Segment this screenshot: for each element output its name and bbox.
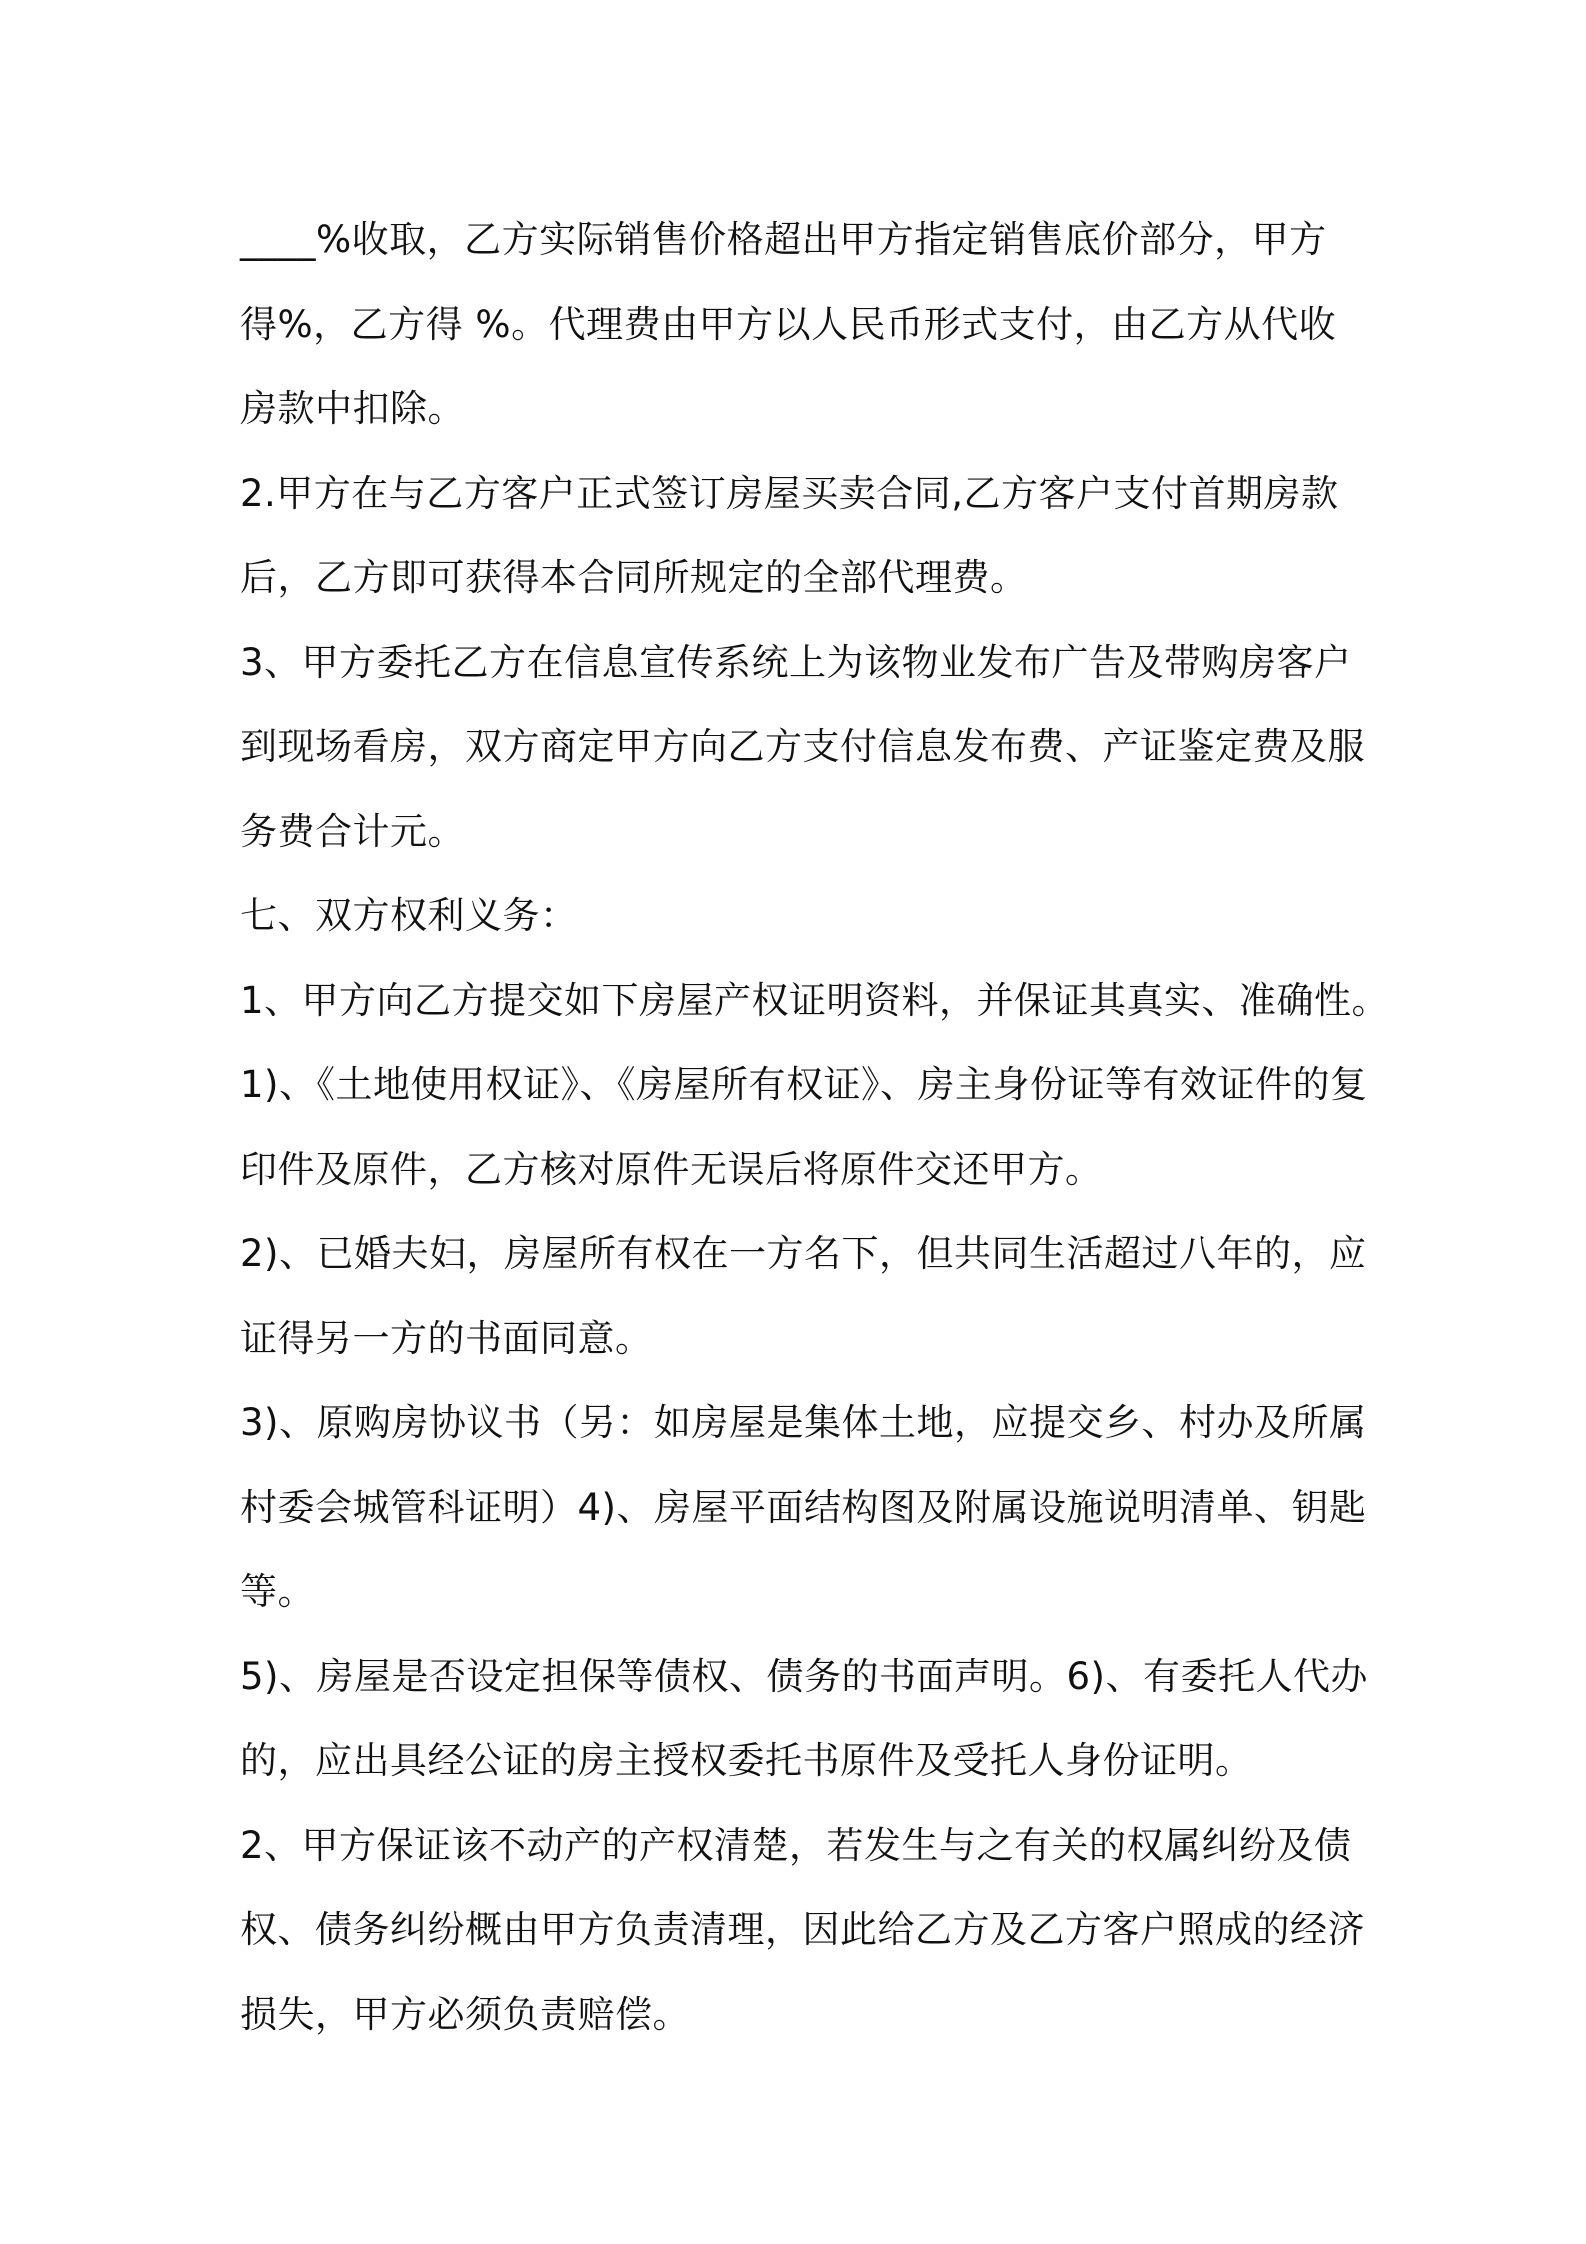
text-line: 1、甲方向乙方提交如下房屋产权证明资料，并保证其真实、准确性。 (240, 978, 1390, 1022)
text-line: ____%收取，乙方实际销售价格超出甲方指定销售底价部分，甲方 (240, 218, 1327, 261)
text-line: 证得另一方的书面同意。 (240, 1316, 653, 1360)
text-line: 房款中扣除。 (240, 387, 465, 430)
text-line: 的，应出具经公证的房主授权委托书原件及受托人身份证明。 (240, 1739, 1253, 1782)
text-line: 5)、房屋是否设定担保等债权、债务的书面声明。6)、有委托人代办 (240, 1654, 1368, 1698)
text-line: 2)、已婚夫妇，房屋所有权在一方名下，但共同生活超过八年的，应 (240, 1232, 1367, 1275)
text-line: 村委会城管科证明）4)、房屋平面结构图及附属设施说明清单、钥匙 (240, 1485, 1367, 1529)
text-line: 到现场看房，双方商定甲方向乙方支付信息发布费、产证鉴定费及服 (240, 725, 1365, 768)
text-line: 得%，乙方得 %。代理费由甲方以人民币形式支付，由乙方从代收 (240, 302, 1337, 346)
text-line: 1)、《土地使用权证》、《房屋所有权证》、房主身份证等有效证件的复 (240, 1063, 1368, 1106)
text-line: 印件及原件，乙方核对原件无误后将原件交还甲方。 (240, 1147, 1103, 1191)
text-line: 权、债务纠纷概由甲方负责清理，因此给乙方及乙方客户照成的经济 (240, 1908, 1365, 1951)
text-line: 2.甲方在与乙方客户正式签订房屋买卖合同,乙方客户支付首期房款 (240, 471, 1339, 515)
text-line: 损失，甲方必须负责赔偿。 (240, 1992, 690, 2036)
text-line: 3)、原购房协议书（另：如房屋是集体土地，应提交乡、村办及所属 (240, 1401, 1367, 1444)
text-line: 后，乙方即可获得本合同所规定的全部代理费。 (240, 556, 1028, 599)
text-line: 等。 (240, 1570, 315, 1613)
section-heading: 七、双方权利义务： (240, 894, 578, 937)
text-line: 3、甲方委托乙方在信息宣传系统上为该物业发布广告及带购房客户 (240, 640, 1352, 684)
text-line: 务费合计元。 (240, 809, 465, 853)
document-body (240, 198, 1390, 2057)
text-line: 2、甲方保证该不动产的产权清楚，若发生与之有关的权属纠纷及债 (240, 1823, 1352, 1867)
